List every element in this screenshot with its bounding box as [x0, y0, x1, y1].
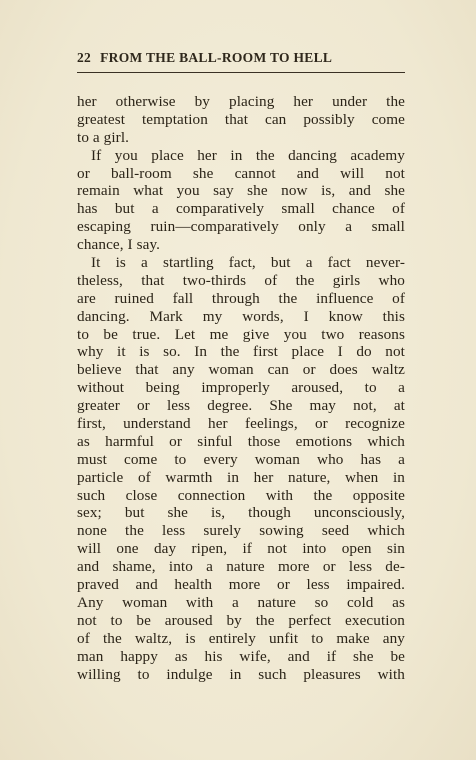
text-line: are ruined fall through the influence of — [77, 289, 405, 307]
text-line: willing to indulge in such pleasures with — [77, 665, 405, 683]
text-line: particle of warmth in her nature, when in — [77, 468, 405, 486]
text-line: not to be aroused by the perfect execution — [77, 611, 405, 629]
text-line: as harmful or sinful those emotions which — [77, 432, 405, 450]
text-line: greater or less degree. She may not, at — [77, 397, 405, 415]
text-line: sex; but she is, though unconsciously, — [77, 504, 405, 522]
running-title: FROM THE BALL-ROOM TO HELL — [100, 50, 333, 65]
text-line: chance, I say. — [77, 236, 161, 254]
text-line: to a girl. — [77, 128, 130, 146]
header-rule — [77, 72, 405, 73]
text-line: remain what you say she now is, and she — [77, 182, 405, 200]
text-line: or ball-room she cannot and will not — [77, 164, 405, 182]
text-line: to be true. Let me give you two reasons — [77, 325, 405, 343]
page-number: 22 — [77, 50, 92, 65]
text-line: believe that any woman can or does waltz — [77, 361, 405, 379]
running-head — [77, 50, 405, 66]
text-line: without being improperly aroused, to a — [77, 379, 405, 397]
text-line: man happy as his wife, and if she be — [77, 647, 405, 665]
text-line: and shame, into a nature more or less de- — [77, 558, 405, 576]
text-line: first, understand her feelings, or recognize — [77, 415, 405, 433]
text-line: none the less surely sowing seed which — [77, 522, 405, 540]
text-line: such close connection with the opposite — [77, 486, 405, 504]
text-line: of the waltz, is entirely unfit to make any — [77, 629, 405, 647]
text-line: If you place her in the dancing academy — [91, 146, 405, 164]
text-line: praved and health more or less impaired. — [77, 576, 405, 594]
text-line: her otherwise by placing her under the — [77, 93, 405, 110]
text-line: why it is so. In the first place I do not — [77, 343, 405, 361]
text-line: has but a comparatively small chance of — [77, 200, 405, 218]
text-line: It is a startling fact, but a fact never- — [91, 254, 405, 272]
text-line: greatest temptation that can possibly come — [77, 110, 405, 128]
text-line: theless, that two-thirds of the girls who — [77, 271, 405, 289]
body-text — [77, 93, 405, 683]
text-line: must come to every woman who has a — [77, 450, 405, 468]
text-line: Any woman with a nature so cold as — [77, 593, 405, 611]
text-line: escaping ruin—comparatively only a small — [77, 218, 405, 236]
text-line: dancing. Mark my words, I know this — [77, 307, 405, 325]
text-line: will one day ripen, if not into open sin — [77, 540, 405, 558]
